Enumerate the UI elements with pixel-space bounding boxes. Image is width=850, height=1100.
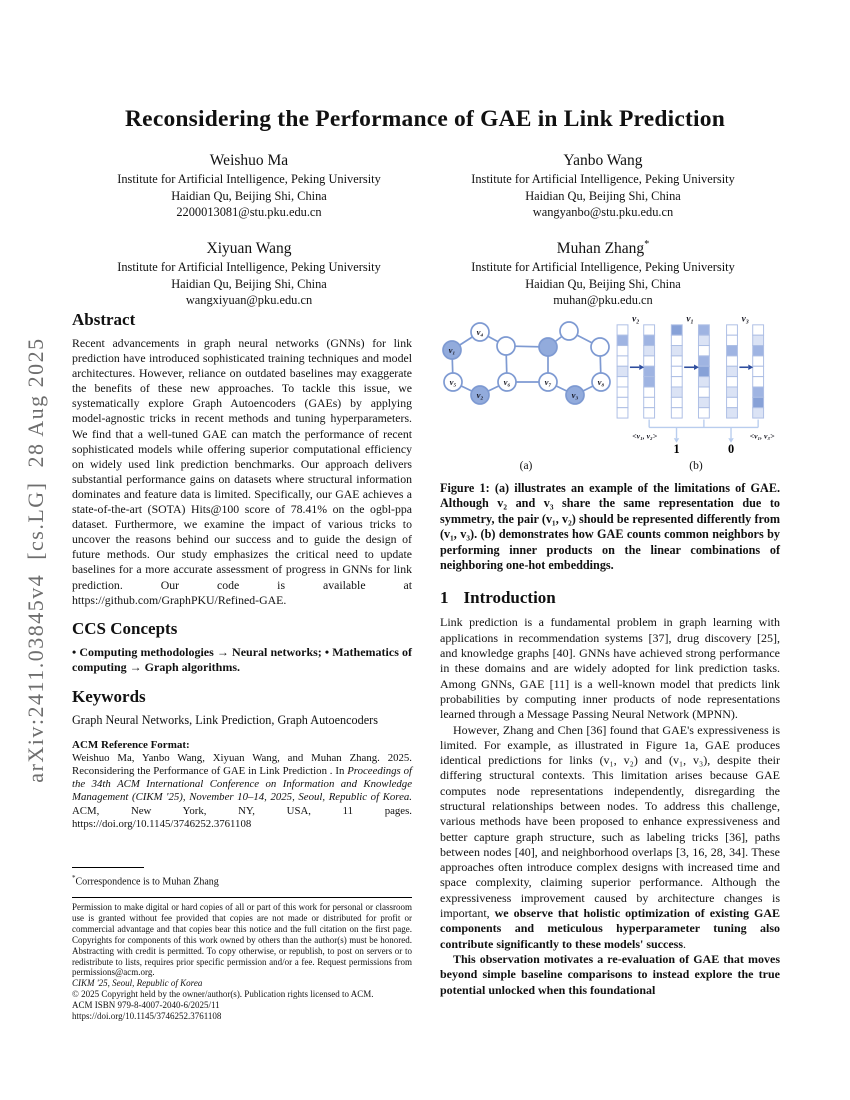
intro-paragraph-1: Link prediction is a fundamental problem in graph learning with applications in recommendation systems [37], drug discovery [25], and knowledge graphs [40]. GNNs have achieved strong performance in these domains and are widely adopted for link prediction tasks. Among GNNs, GAE [11] is a well-known model that predicts link probabilities by computing inner products of node representations learned through a Message Passing Neural Network (MPNN). [440, 615, 780, 722]
right-column [440, 310, 780, 1022]
intro-paragraph-2: However, Zhang and Chen [36] found that GAE's expressiveness is limited. For example, as illustrated in Figure 1a, GAE produces identical predictions for links (v₁, v₂) and (v₁, v₃), despite their differing structural contexts. This limitation arises because GAE computes node representations independently, disregarding the structural relationships between nodes. To address this challenge, various methods have been proposed to enhance expressiveness and better capture graph structure, such as labeling tricks [36], paths between nodes [40], and neighborhood overlaps [3, 16, 28, 34]. These approaches often introduce complex designs with increased time and space complexity, claiming superior performance. Although the expressiveness improvement caused by architecture changes is important, we observe that holistic optimization of existing GAE components and meticulous hyperparameter tuning also contribute significantly to these models' success. [440, 722, 780, 951]
author-block-1 [72, 149, 426, 220]
vector-cell [727, 356, 738, 366]
author-affiliation: Institute for Artificial Intelligence, Peking University [471, 172, 735, 187]
inner-product-result: 0 [727, 442, 735, 457]
author-email[interactable]: 2200013081@stu.pku.edu.cn [176, 204, 322, 219]
vector-cell [671, 408, 682, 418]
inner-product-label: <v₁, v₃> [749, 431, 775, 441]
vector-cell [671, 346, 682, 356]
author-address: Haidian Qu, Beijing Shi, China [171, 188, 327, 203]
author-name: Muhan Zhang* [556, 238, 650, 258]
author-address: Haidian Qu, Beijing Shi, China [171, 276, 327, 291]
permission-paragraph: Permission to make digital or hard copies of all or part of this work for personal or classroom use is granted without fee provided that copies are not made or distributed for profit or commercial advantage and that copies bear this notice and the full citation on the first page. Copyrights for components of this work owned by others than the author(s) must be honored. Abstracting with credit is permitted. To copy otherwise, or republish, to post on servers or to redistribute to lists, requires prior specific permission and/or a fee. Request permissions from permissions@acm.org. [72, 902, 412, 978]
graph-node-n_tm [539, 338, 557, 356]
author-name: Xiyuan Wang [206, 240, 292, 258]
graph-node-label: v₈ [597, 377, 605, 387]
vector-cell [698, 356, 709, 366]
vector-cell [753, 377, 764, 387]
vector-cell [671, 397, 682, 407]
vector-cell [617, 366, 628, 376]
graph-node-n_tl [497, 337, 515, 355]
vector-cell [644, 387, 655, 397]
authors-grid [72, 149, 780, 308]
vector-cell [698, 325, 709, 335]
copyright-line: © 2025 Copyright held by the owner/author(s). Publication rights licensed to ACM. [72, 989, 374, 1000]
isbn-line: ACM ISBN 979-8-4007-2040-6/2025/11 [72, 1000, 220, 1011]
graph-node-label: v₃ [571, 390, 579, 400]
vector-cell [727, 408, 738, 418]
vector-cell [644, 408, 655, 418]
vector-cell [671, 366, 682, 376]
vector-cell [644, 366, 655, 376]
graph-panel-svg [440, 313, 612, 458]
vector-cell [671, 377, 682, 387]
author-block-2 [426, 149, 780, 220]
vector-cell [753, 408, 764, 418]
panel-label-a: (a) [519, 460, 533, 472]
vector-cell [727, 366, 738, 376]
correspondence-footnote: *Correspondence is to Muhan Zhang [72, 873, 219, 888]
ccs-text: • Computing methodologies → Neural networks; • Mathematics of computing → Graph algorithms. [72, 644, 412, 675]
intro-paragraph-3: This observation motivates a re-evaluation of GAE that moves beyond simple baseline comparisons to instead explore the true potential unlocked when this foundational [440, 951, 780, 997]
introduction-heading [440, 588, 780, 608]
vector-cell [727, 377, 738, 387]
vector-cell [617, 335, 628, 345]
vector-cell [698, 377, 709, 387]
vector-cell [753, 397, 764, 407]
author-affiliation: Institute for Artificial Intelligence, Peking University [117, 172, 381, 187]
inner-product-label: <v₁, v₂> [632, 431, 658, 441]
vector-cell [644, 356, 655, 366]
figure-1 [440, 313, 780, 472]
vector-cell [753, 356, 764, 366]
author-affiliation: Institute for Artificial Intelligence, Peking University [117, 260, 381, 275]
panel-label-b: (b) [689, 460, 703, 472]
abstract-heading: Abstract [72, 310, 136, 329]
vector-cell [727, 335, 738, 345]
vector-cell [617, 325, 628, 335]
graph-node-n_r [591, 338, 609, 356]
vector-cell [644, 377, 655, 387]
author-block-4 [426, 237, 780, 308]
acm-reference-text: Weishuo Ma, Yanbo Wang, Xiyuan Wang, and Muhan Zhang. 2025. Reconsidering the Performance of GAE in Link Prediction . In Proceedings of the 34th ACM International Conference on Information and Knowledge Management (CIKM '25), November 10–14, 2025, Seoul, Republic of Korea. ACM, New York, NY, USA, 11 pages. https://doi.org/10.1145/3746252.3761108 [72, 752, 412, 830]
vectors-panel [612, 313, 780, 472]
vector-cell [698, 366, 709, 376]
graph-panel [440, 313, 612, 472]
abstract-text: Recent advancements in graph neural networks (GNNs) for link prediction have introduced sophisticated training techniques and model architectures. However, reliance on outdated baselines may exaggerate the benefits of these new approaches. To tackle this issue, we systematically explore Graph Autoencoders (GAEs) by applying model-agnostic tricks in recent methods and tuning hyperparameters. We find that a well-tuned GAE can match the performance of recent sophisticated models while offering superior computational efficiency on widely used link prediction benchmarks. Our approach delivers substantial performance gains on datasets where structural information dominates and feature data is limited. Specifically, our GAE achieves a state-of-the-art (SOTA) Hits@100 score of 78.41% on the ogbl-ppa dataset. Furthermore, we examine the impact of various tricks to uncover the reasons behind our success and to guide the design of future methods. Our study emphasizes the critical need to update baselines for a more accurate assessment of progress in GNNs for link prediction. Our code is available at https://github.com/GraphPKU/Refined-GAE. [72, 336, 412, 607]
footnote-rule [72, 867, 144, 868]
graph-node-label: v₂ [476, 390, 484, 400]
vector-cell [617, 377, 628, 387]
vector-cell [727, 397, 738, 407]
vector-cell [617, 356, 628, 366]
graph-node-label: v₄ [476, 327, 484, 337]
ccs-heading: CCS Concepts [72, 618, 178, 638]
vector-label: v₃ [741, 314, 749, 325]
vector-cell [617, 387, 628, 397]
vector-cell [727, 325, 738, 335]
keywords-heading: Keywords [72, 686, 146, 706]
author-address: Haidian Qu, Beijing Shi, China [525, 188, 681, 203]
graph-node-n_tr [560, 322, 578, 340]
author-email[interactable]: muhan@pku.edu.cn [553, 292, 653, 307]
permission-rule [72, 897, 412, 898]
vector-cell [698, 335, 709, 345]
vector-label: v₁ [686, 314, 694, 325]
vector-cell [753, 346, 764, 356]
author-address: Haidian Qu, Beijing Shi, China [525, 276, 681, 291]
left-column [72, 310, 412, 1022]
vector-cell [644, 397, 655, 407]
vector-cell [671, 387, 682, 397]
author-email[interactable]: wangxiyuan@pku.edu.cn [185, 292, 313, 307]
graph-node-label: v₆ [503, 377, 511, 387]
graph-node-label: v₇ [544, 377, 552, 387]
author-email[interactable]: wangyanbo@stu.pku.edu.cn [532, 204, 674, 219]
vector-cell [727, 387, 738, 397]
graph-node-label: v₅ [449, 377, 457, 387]
vector-cell [698, 387, 709, 397]
arxiv-stamp: arXiv:2411.03845v4 [cs.LG] 28 Aug 2025 [23, 337, 48, 783]
vector-cell [698, 397, 709, 407]
vector-cell [617, 397, 628, 407]
acm-reference-heading: ACM Reference Format: [72, 739, 190, 752]
vector-cell [753, 325, 764, 335]
paper-title: Reconsidering the Performance of GAE in Link Prediction [125, 106, 725, 132]
section-number: 1 [440, 588, 449, 608]
author-affiliation: Institute for Artificial Intelligence, Peking University [471, 260, 735, 275]
section-title: Introduction [463, 588, 556, 608]
footer-block [72, 867, 412, 1022]
venue-line: CIKM '25, Seoul, Republic of Korea [72, 978, 203, 989]
vector-label: v₂ [632, 314, 640, 325]
vector-cell [617, 408, 628, 418]
vectors-panel-svg [612, 313, 780, 458]
graph-node-label: v₁ [448, 345, 456, 355]
vector-cell [753, 366, 764, 376]
vector-cell [617, 346, 628, 356]
vector-cell [753, 335, 764, 345]
vector-cell [644, 325, 655, 335]
vector-cell [671, 325, 682, 335]
vector-cell [671, 335, 682, 345]
vector-cell [698, 408, 709, 418]
author-block-3 [72, 237, 426, 308]
keywords-text: Graph Neural Networks, Link Prediction, Graph Autoencoders [72, 712, 378, 727]
vector-cell [727, 346, 738, 356]
inner-product-result: 1 [673, 442, 680, 457]
vector-cell [671, 356, 682, 366]
doi-line[interactable]: https://doi.org/10.1145/3746252.3761108 [72, 1011, 222, 1022]
vector-cell [698, 346, 709, 356]
vector-cell [644, 346, 655, 356]
vector-cell [644, 335, 655, 345]
author-name: Weishuo Ma [209, 152, 289, 170]
author-name: Yanbo Wang [563, 152, 643, 170]
figure-caption: Figure 1: (a) illustrates an example of the limitations of GAE. Although v₂ and v₃ share the same representation due to symmetry, the pair (v₁, v₂) should be represented differently from (v₁, v₃). (b) demonstrates how GAE counts common neighbors by performing inner products on the linear combinations of neighboring one-hot embeddings. [440, 481, 780, 573]
vector-cell [753, 387, 764, 397]
